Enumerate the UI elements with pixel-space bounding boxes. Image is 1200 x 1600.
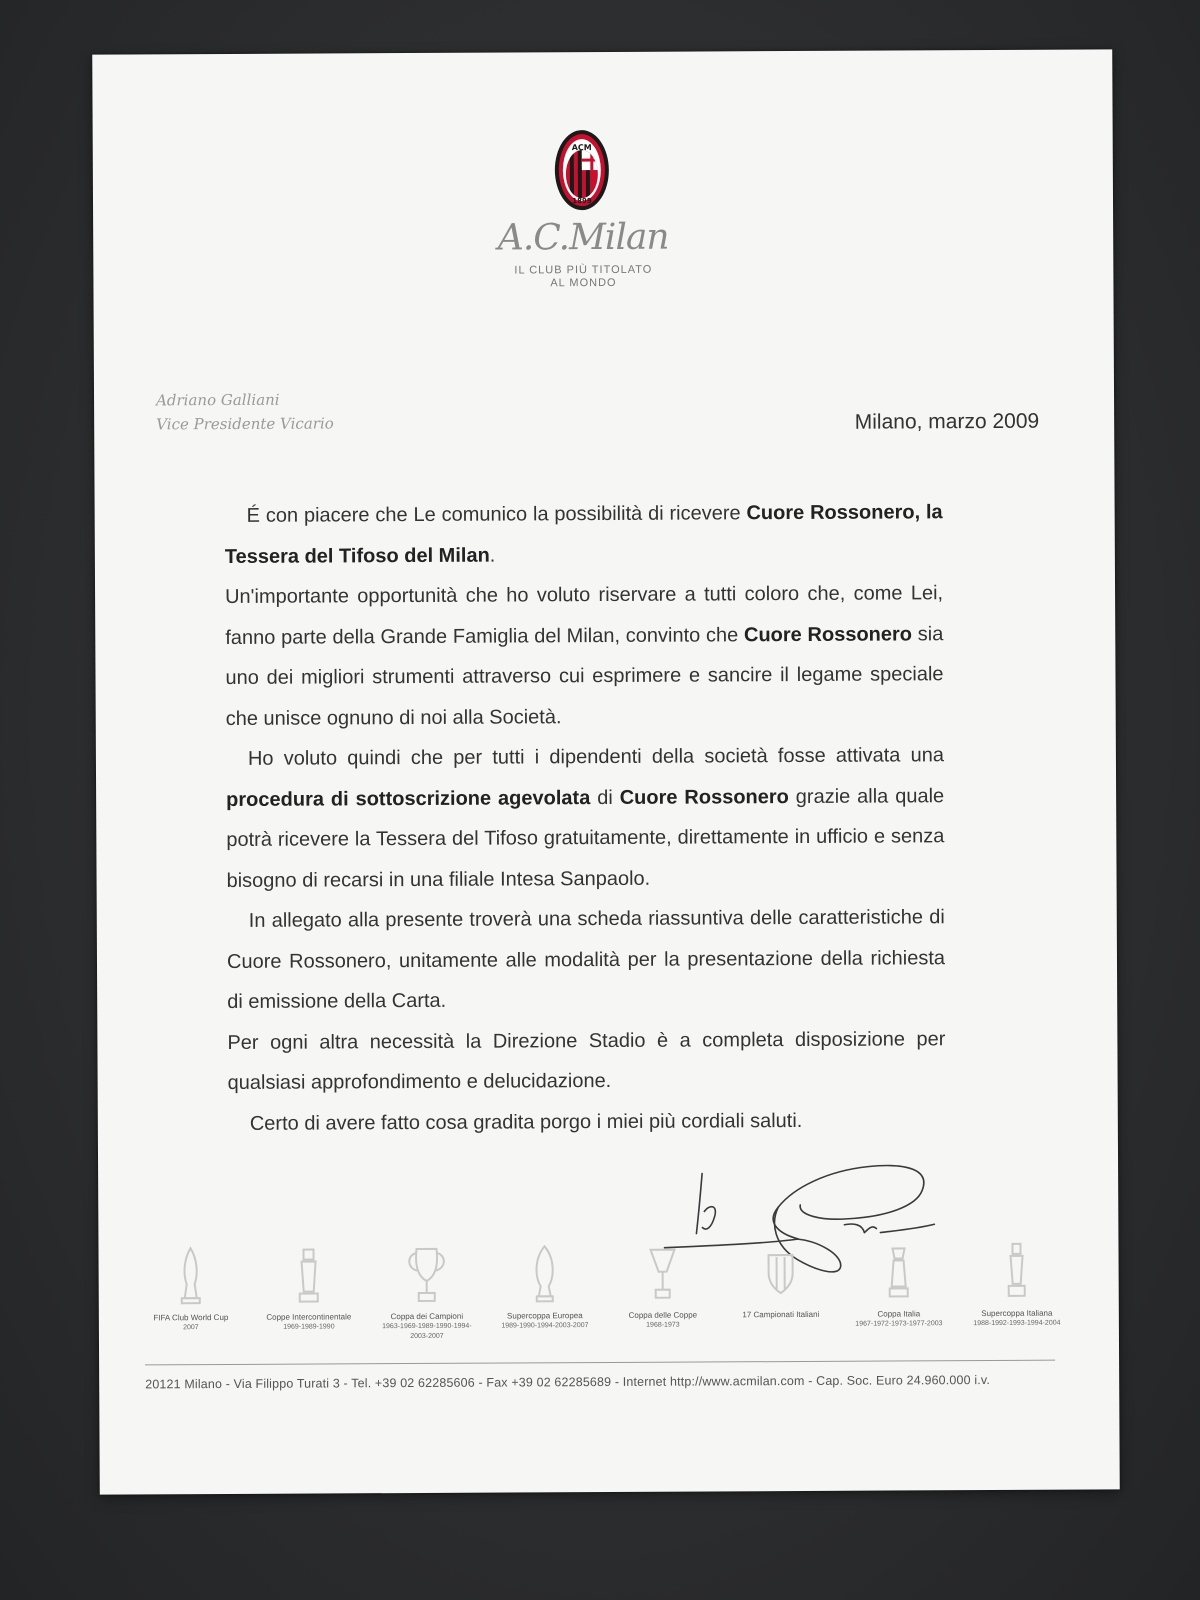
trophy-campionati-italiani: [728, 1241, 833, 1352]
letter-page: [92, 49, 1120, 1494]
paragraph-5: Per ogni altra necessità la Direzione Stadio è a completa disposizione per qualsiasi approfondimento e delucidazione.: [227, 1027, 946, 1094]
letterhead-footer: 20121 Milano - Via Filippo Turati 3 - Tel. +39 02 62285606 - Fax +39 02 62285689 - Internet http://www.acmilan.com - Cap. Soc. Euro 24.960.000 i.v.: [145, 1372, 990, 1392]
trophy-years: 1967-1972-1973-1977-2003: [855, 1320, 943, 1328]
paragraph-3-bold-1: procedura di sottoscrizione agevolata: [226, 786, 591, 811]
trophy-years: 1989-1990-1994-2003-2007: [501, 1322, 589, 1330]
trophy-row: [138, 1240, 1069, 1355]
paragraph-6: Certo di avere fatto cosa gradita porgo i miei più cordiali saluti.: [249, 1109, 803, 1135]
paragraph-3-text-2: di: [590, 786, 620, 809]
trophy-supercoppa-europea: [492, 1242, 597, 1353]
paragraph-2: [225, 573, 944, 739]
paragraph-3: [226, 735, 945, 901]
acmilan-crest-logo: [553, 128, 611, 212]
coppa-italia-icon: [878, 1240, 918, 1302]
scudetto-icon: [760, 1241, 800, 1303]
trophy-years: 2007: [183, 1324, 199, 1332]
tagline-line-2: AL MONDO: [550, 276, 617, 290]
club-wordmark: A.C.Milan: [497, 216, 669, 259]
trophy-coppa-delle-coppe: [610, 1241, 715, 1352]
trophy-intercontinental: [256, 1243, 361, 1354]
trophy-name: Coppa delle Coppe: [628, 1310, 698, 1320]
italian-supercup-icon: [996, 1240, 1036, 1302]
tagline-line-1: IL CLUB PIÙ TITOLATO: [514, 263, 653, 277]
letter-date: Milano, marzo 2009: [854, 409, 1040, 434]
paragraph-1: [225, 492, 943, 577]
trophy-name: 17 Campionati Italiani: [742, 1309, 820, 1320]
letter-body: [225, 492, 946, 1144]
champions-cup-icon: [404, 1243, 448, 1305]
paragraph-2-end: sia uno dei migliori strumenti attraverso cui esprimere e sancire il legame speciale che unisce ognuno di noi alla Società.: [225, 622, 944, 730]
paragraph-4: In allegato alla presente troverà una scheda riassuntiva delle caratteristiche di Cuore Rossonero, unitamente alle modalità per la presentazione della richiesta di emissione della Carta.: [226, 906, 946, 1013]
paragraph-1-end: .: [489, 544, 496, 567]
paragraph-1-bold: Cuore Rossonero, la Tessera del Tifoso del Milan: [224, 501, 943, 568]
trophy-name: Supercoppa Italiana: [981, 1308, 1053, 1319]
trophy-years: 1963-1969-1989-1990-1994-2003-2007: [382, 1322, 472, 1341]
sender-name: Adriano Galliani: [156, 390, 280, 410]
trophy-coppa-dei-campioni: [374, 1243, 479, 1354]
trophy-years: 1988-1992-1993-1994-2004: [973, 1319, 1061, 1328]
trophy-fifa-club-world-cup: [138, 1244, 243, 1355]
trophy-coppa-italia: [846, 1240, 951, 1351]
paragraph-3-text: Ho voluto quindi che per tutti i dipendenti della società fosse attivata una: [247, 744, 944, 770]
sender-block: [156, 387, 334, 436]
paragraph-3-end: grazie alla quale potrà ricevere la Tessera del Tifoso gratuitamente, direttamente in ufficio e senza bisogno di recarsi in una filiale Intesa Sanpaolo.: [226, 784, 945, 892]
crest-acm-text: ACM: [571, 143, 592, 153]
footer-divider: [145, 1360, 1055, 1366]
trophy-years: 1969-1989-1990: [283, 1323, 335, 1331]
crest-year-text: 1899: [572, 197, 592, 206]
paragraph-2-text: Un'importante opportunità che ho voluto riservare a tutti coloro che, come Lei, fanno parte della Grande Famiglia del Milan, convinto che: [225, 582, 944, 649]
paragraph-1-text: É con piacere che Le comunico la possibilità di ricevere: [246, 502, 747, 527]
trophy-years: 1968-1973: [646, 1321, 680, 1329]
club-tagline: [463, 263, 703, 290]
paragraph-2-bold: Cuore Rossonero: [743, 622, 913, 646]
trophy-name: Coppa Italia: [877, 1309, 921, 1319]
trophy-supercoppa-italiana: [964, 1240, 1069, 1351]
cup-winners-cup-icon: [642, 1242, 682, 1304]
trophy-name: Supercoppa Europea: [507, 1311, 583, 1321]
trophy-name: Coppa dei Campioni: [390, 1311, 464, 1322]
paragraph-3-bold-2: Cuore Rossonero: [619, 785, 789, 809]
trophy-name: Coppe Intercontinentale: [266, 1312, 352, 1322]
intercontinental-cup-icon: [288, 1243, 328, 1305]
club-world-cup-icon: [170, 1244, 210, 1306]
sender-title: Vice Presidente Vicario: [156, 414, 334, 434]
european-supercup-icon: [524, 1242, 564, 1304]
trophy-name: FIFA Club World Cup: [153, 1312, 229, 1323]
